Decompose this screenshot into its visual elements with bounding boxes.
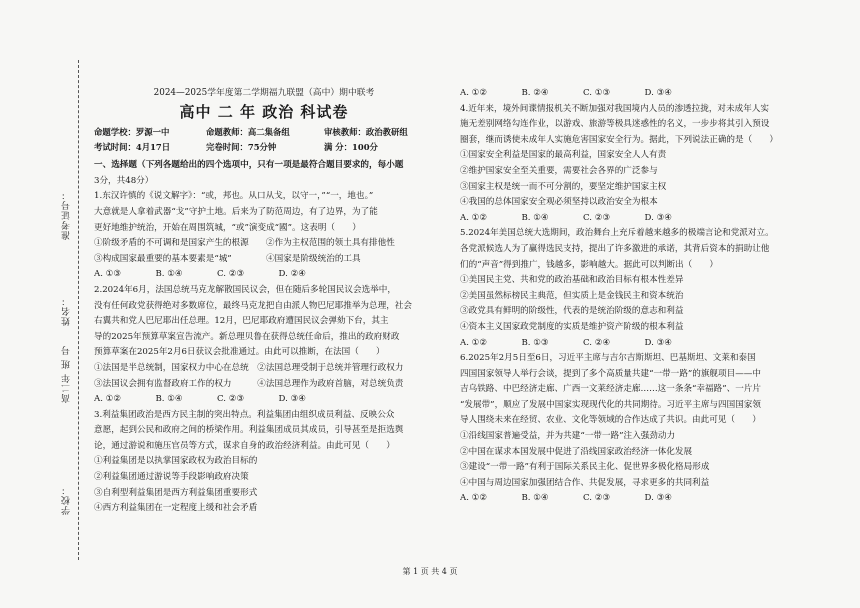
text-line: ③自利型利益集团是西方利益集团重要形式 — [94, 487, 258, 498]
info-school: 命题学校：罗源一中 — [94, 127, 170, 138]
text-line: 右翼共和党人巴尼耶出任总理。12月，巴尼耶政府遭国民议会弹劾下台，其主 — [94, 316, 389, 327]
text-line: ③法国议会拥有监督政府工作的权力 ④法国总理作为政府首脑，对总统负责 — [94, 378, 404, 389]
text-line: 2.2024年6月，法国总统马克龙解散国民议会，但在随后多轮国民议会选举中， — [94, 284, 396, 295]
info-row-2 — [94, 140, 434, 155]
left-question-text — [94, 158, 434, 517]
binding-line — [78, 60, 79, 560]
text-line: A. ①② B. ①④ C. ②③ D. ③④ — [460, 493, 672, 504]
text-line: A. ①③ B. ①④ C. ②③ D. ②④ — [94, 269, 306, 280]
text-line: A. ①② B. ①④ C. ②③ D. ③④ — [460, 212, 672, 223]
text-line: ④西方利益集团在一定程度上缓和社会矛盾 — [94, 503, 258, 514]
text-line: ②中国在谋求本国发展中促进了沿线国家政治经济一体化发展 — [460, 446, 693, 457]
text-line: ③国家主权是统一而不可分割的，要坚定维护国家主权 — [460, 181, 667, 192]
exam-title: 2024—2025学年度第二学期福九联盟（高中）期中联考 — [153, 88, 375, 98]
text-line: ①美国民主党、共和党的政治基础和政治目标有根本性差异 — [460, 275, 684, 286]
text-line: ④中国与周边国家加强团结合作、共促发展，寻求更多的共同利益 — [460, 477, 710, 488]
text-line: 一、选择题（下列各题给出的四个选项中，只有一项是最符合题目要求的，每小题 — [94, 160, 404, 171]
info-row-1 — [94, 125, 434, 140]
text-line: 各党派候选人为了赢得选民支持，提出了许多激进的承诺，其背后资本的捐助让他 — [460, 243, 770, 254]
text-line: ④我国的总体国家安全观必须坚持以政治安全为根本 — [460, 197, 658, 208]
text-line: ③建设“一带一路”有利于国际关系民主化、促世界多极化格局形成 — [460, 462, 710, 473]
text-line: ①法国是半总统制，国家权力中心在总统 ②法国总理受制于总统并管理行政权力 — [94, 362, 404, 373]
text-line: 更好地维护统治，开始在周围筑城，“或”演变成“國”。这表明（ ） — [94, 222, 361, 233]
text-line: 4.近年来，境外间谍情报机关不断加强对我国境内人员的渗透拉拢，对未成年人实 — [460, 103, 769, 114]
right-question-text — [460, 86, 805, 507]
text-line: “发展带”，顺应了发展中国家实现现代化的共同期待。习近平主席与四国国家领 — [460, 399, 761, 410]
text-line: 们的“声音”得到推广，钱越多，影响越大。据此可以判断出（ ） — [460, 259, 719, 270]
text-line: 吉乌铁路、中巴经济走廊、广西一文莱经济走廊……这一条条“幸福路”、一片片 — [460, 384, 761, 395]
text-line: A. ①② B. ①④ C. ②③ D. ③④ — [94, 394, 306, 405]
text-line: 3分，共48分） — [94, 175, 154, 186]
text-line: ①利益集团是以执掌国家政权为政治目标的 — [94, 456, 258, 467]
text-line: 3.利益集团政治是西方民主制的突出特点。利益集团由组织成员利益、反映公众 — [94, 409, 395, 420]
text-line: 没有任何政党获得绝对多数席位，最终马克龙把自由派人物巴尼耶推举为总理，社会 — [94, 300, 412, 311]
text-line: 预算草案在2025年2月6日获议会批准通过。由此可以推断，在法国（ ） — [94, 347, 385, 358]
text-line: 意愿，起到公民和政府之间的桥梁作用。利益集团成员其成员，引导甚至是拒选舆 — [94, 425, 404, 436]
paper-title: 高中 二 年 政治 科试卷 — [179, 102, 349, 121]
text-line: ②利益集团通过游说等手段影响政府决策 — [94, 472, 249, 483]
text-line: 导人围绕未来在经贸、农业、文化等领域的合作达成了共识。由此可见（ ） — [460, 415, 761, 426]
text-line: 5.2024年美国总统大选期间，政治舞台上充斥着越来越多的极端言论和党派对立。 — [460, 228, 774, 239]
text-line: 圈套，继而诱使未成年人实施危害国家安全行为。据此，下列说法正确的是（ ） — [460, 134, 778, 145]
text-line: ②美国虽然标榜民主典范，但实质上是金钱民主和资本统治 — [460, 290, 684, 301]
left-column — [94, 86, 434, 517]
text-line: 1.东汉许慎的《说文解字》：“或，邦也。从口从戈，以守一，”“一，地也。” — [94, 191, 374, 202]
info-reviewer: 审核教师：政治教研组 — [324, 127, 408, 138]
text-line: 大意就是人拿着武器“戈”守护土地。后来为了防范周边，有了边界，为了能 — [94, 206, 378, 217]
text-line: ②维护国家安全至关重要，需要社会各界的广泛参与 — [460, 165, 658, 176]
exam-number-label: 准考证号： — [62, 190, 72, 240]
text-line: ①沿线国家普遍受益，并为共建“一带一路”注入强劲动力 — [460, 431, 676, 442]
text-line: ①阶级矛盾的不可调和是国家产生的根源 ②作为主权范围的领土具有排他性 — [94, 238, 395, 249]
name-label: 姓名： — [62, 296, 72, 326]
text-line: ④资本主义国家政党制度的实质是维护资产阶级的根本利益 — [460, 321, 684, 332]
text-line: ③政党具有鲜明的阶级性，代表的是统治阶级的意志和利益 — [460, 306, 684, 317]
text-line: 导的2025年预算草案宣告流产。新总理贝鲁在获得总统任命后，推出的政府财政 — [94, 331, 400, 342]
school-label: 学校： — [62, 485, 72, 515]
text-line: ③构成国家最重要的基本要素是“城” ④国家是阶级统治的工具 — [94, 253, 361, 264]
right-column — [460, 86, 805, 507]
text-line: 6.2025年2月5日至6日，习近平主席与吉尔吉斯斯坦、巴基斯坦、文莱和泰国 — [460, 353, 756, 364]
page-footer: 第 1 页 共 4 页 — [402, 567, 458, 576]
text-line: A. ①② B. ①③ C. ②④ D. ③④ — [460, 337, 672, 348]
text-line: A. ①② B. ②④ C. ①③ D. ③④ — [460, 88, 672, 98]
info-score: 满 分：100分 — [324, 142, 378, 153]
text-line: ①国家安全利益是国家的最高利益，国家安全人人有责 — [460, 150, 667, 161]
class-label: 高二年 班 号 — [62, 345, 72, 403]
info-date: 考试时间：4月17日 — [94, 142, 171, 153]
text-line: 论，通过游说和施压官员等方式，谋求自身的政治经济利益。由此可见（ ） — [94, 440, 395, 451]
info-duration: 完卷时间：75分钟 — [206, 142, 277, 153]
info-teacher: 命题教师：高二集备组 — [206, 127, 290, 138]
text-line: 四国国家领导人举行会谈，提到了多个高质量共建“一带一路”的旗舰项目——中 — [460, 368, 761, 379]
text-line: 施无差别网络勾连作业，以游戏、旅游等极具迷惑性的名义，一步步将其引入预设 — [460, 119, 770, 130]
